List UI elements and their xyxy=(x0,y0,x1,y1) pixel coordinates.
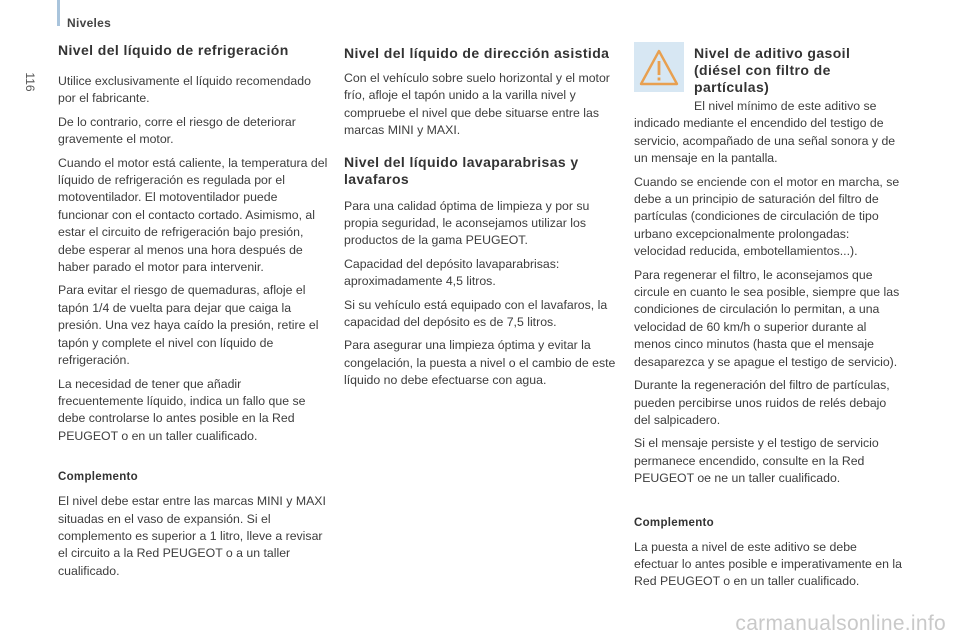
coolant-paragraph: Cuando el motor está caliente, la temperatura del líquido de refrigeración es regulada por el motoventilador. El motoventilador puede funcionar con el contacto cortado. Asimismo, al estar el circuito de refrigeración bajo presión, debe esperar al menos una hora después de haber parado el motor para intervenir. xyxy=(58,155,328,275)
diesel-additive-title: Nivel de aditivo gasoil (diésel con filtro de partículas) xyxy=(694,45,851,95)
coolant-section xyxy=(58,40,328,586)
diesel-additive-paragraph: Durante la regeneración del filtro de partículas, pueden percibirse unos ruidos de relés debajo del salpicadero. xyxy=(634,378,890,427)
washer-paragraph: Para una calidad óptima de limpieza y por su propia seguridad, le aconsejamos utilizar los productos de la gama PEUGEOT. xyxy=(344,198,590,248)
coolant-paragraph: Utilice exclusivamente el líquido recomendado por el fabricante. xyxy=(58,74,311,106)
diesel-additive-paragraph: Si el mensaje persiste y el testigo de servicio permanece encendido, consulte en la Red PEUGEOT oe ne un taller cualificado. xyxy=(634,436,879,486)
washer-paragraph: Capacidad del depósito lavaparabrisas: aproximadamente 4,5 litros. xyxy=(344,256,560,289)
steering-paragraph: Con el vehículo sobre suelo horizontal y el motor frío, afloje el tapón unido a la varilla nivel y compruebe el nivel que debe situarse entre las marcas MINI y MAXI. xyxy=(344,71,610,138)
watermark-link[interactable]: carmanualsonline.info xyxy=(735,612,946,635)
steering-washer-section xyxy=(344,40,620,396)
coolant-complement-text: El nivel debe estar entre las marcas MINI y MAXI situadas en el vaso de expansión. Si el complemento es superior a 1 litro, lleve a revisar el circuito a la Red PEUGEOT o a un taller cualificado. xyxy=(58,494,326,578)
diesel-additive-paragraph: Cuando se enciende con el motor en marcha, se debe a un principio de saturación del filtro de partículas (condiciones de circulación de tipo urbano excepcionalmente prolongadas: velocidad reducida, embotellamientos...). xyxy=(634,174,900,259)
washer-paragraph: Si su vehículo está equipado con el lavafaros, la capacidad del depósito es de 7,5 litros. xyxy=(344,297,608,330)
diesel-additive-paragraph: Para regenerar el filtro, le aconsejamos que circule en cuanto le sea posible, siempre que las condiciones de circulación lo permitan, a una velocidad de 60 km/h o superior durante al menos cinco minutos (hasta que el mensaje desaparezca y se apague el testigo de servicio). xyxy=(634,267,900,369)
coolant-paragraph: De lo contrario, corre el riesgo de deteriorar gravemente el motor. xyxy=(58,114,296,147)
diesel-additive-section xyxy=(634,98,904,597)
page-number: 116 xyxy=(23,72,37,92)
washer-paragraph: Para asegurar una limpieza óptima y evitar la congelación, la puesta a nivel o el cambio de este líquido no debe efectuarse con agua. xyxy=(344,338,616,388)
coolant-complement-title: Complemento xyxy=(58,471,138,484)
warning-triangle-icon xyxy=(634,42,684,92)
section-title: Niveles xyxy=(67,16,112,30)
coolant-title: Nivel del líquido de refrigeración xyxy=(58,42,289,58)
warning-box xyxy=(634,42,684,92)
steering-title: Nivel del líquido de dirección asistida xyxy=(344,45,610,61)
washer-title: Nivel del líquido lavaparabrisas y lavafaros xyxy=(344,153,579,187)
header-accent-bar xyxy=(57,0,60,26)
coolant-paragraph: La necesidad de tener que añadir frecuentemente líquido, indica un fallo que se debe controlarse lo antes posible en la Red PEUGEOT o en un taller cualificado. xyxy=(58,376,306,443)
diesel-additive-complement-text: La puesta a nivel de este aditivo se debe efectuar lo antes posible e imperativamente en la Red PEUGEOT o en un taller cualificado. xyxy=(634,539,902,589)
diesel-additive-complement-title: Complemento xyxy=(634,516,714,529)
diesel-additive-paragraph: El nivel mínimo de este aditivo se indicado mediante el encendido del testigo de servicio, acompañado de una señal sonora y de un mensaje en la pantalla. xyxy=(634,99,896,166)
coolant-paragraph: Para evitar el riesgo de quemaduras, afloje el tapón 1/4 de vuelta para dejar que caiga la presión. Una vez haya caído la presión, retire el tapón y complete el nivel con líquido de refrigeración. xyxy=(58,283,319,368)
